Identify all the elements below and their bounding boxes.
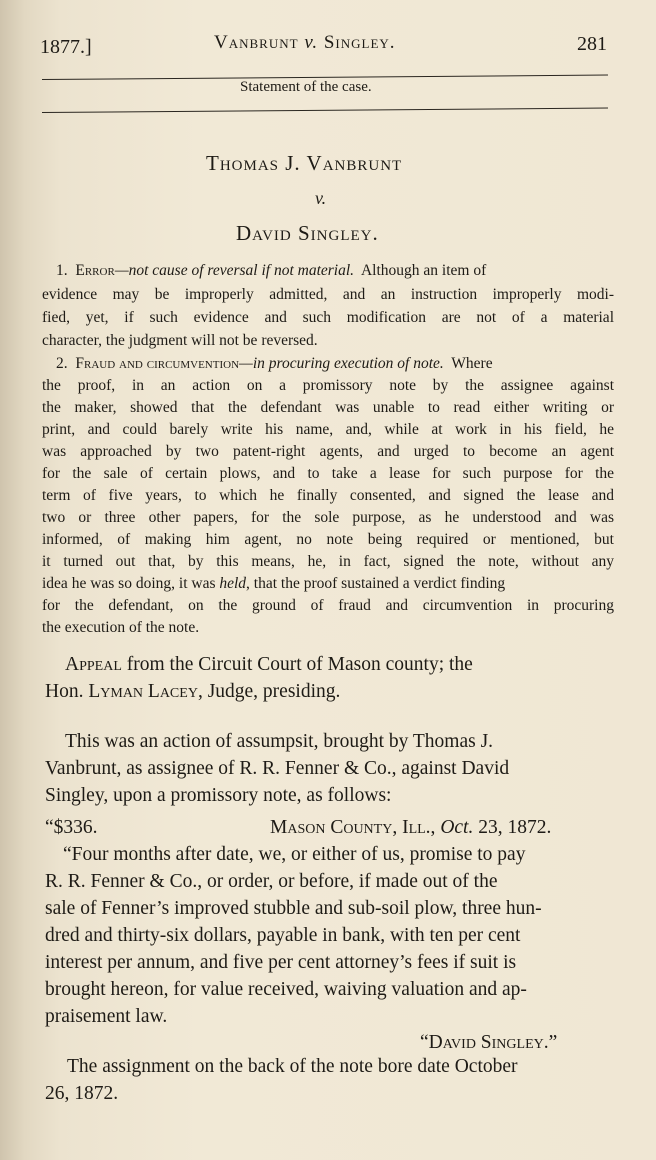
headnote-2-line-7: term of five years, to which he finally consented, and signed the lease and [42,487,614,504]
assignment-line-2: 26, 1872. [45,1083,119,1104]
note-amount: “$336. [45,817,98,838]
assignment-line-1: The assignment on the back of the note bore date October [67,1056,518,1077]
running-head-year: 1877.] [40,36,92,58]
headnote-1-topic: Error [75,262,115,279]
headnote-2-line-4: print, and could barely write his name, and, while at work in his field, he [42,421,614,438]
headnote-2-where: Where [451,355,493,372]
headnote-1-line-4: character, the judgment will not be reversed. [42,332,318,349]
headnote-2-line-11 [42,575,505,593]
headnote-2-line-11-start: idea he was so doing, it was [42,575,220,592]
statement-line-2: Vanbrunt, as assignee of R. R. Fenner & Co., against David [45,758,510,779]
running-head-title-v: v. [304,32,319,53]
headnote-1-line-1 [56,262,486,280]
note-line-5: interest per annum, and five per cent attorney’s fees if suit is [45,952,517,973]
note-line-4: dred and thirty-six dollars, payable in bank, with ten per cent [45,925,521,946]
running-head-title [214,32,396,54]
headnote-2-subtopic: —in procuring execution of note. [239,355,444,372]
headnote-2-number: 2. [56,355,68,372]
appeal-label: Appeal [65,654,122,675]
page-number: 281 [577,33,607,55]
appeal-line-2-rest: , Judge, presiding. [197,681,341,702]
case-versus: v. [315,188,327,208]
headnote-2-line-2: the proof, in an action on a promissory note by the assignee against [42,377,614,394]
note-signature: “David Singley.” [420,1032,558,1053]
appeal-line-1-rest: from the Circuit Court of Mason county; the [121,654,473,675]
note-place: Mason County, Ill., [270,817,436,838]
headnote-2-line-11-rest: , that the proof sustained a verdict finding [246,575,506,592]
headnote-2-line-10: it turned out that, by this means, he, in fact, signed the note, without any [42,553,614,570]
headnote-1-line-2: evidence may be improperly admitted, and an instruction improperly modi- [42,286,614,303]
headnote-2-line-5: was approached by two patent-right agents, and urged to become an agent [42,443,614,460]
headnote-2-topic: Fraud and circumvention [75,355,240,372]
headnote-2-line-12: for the defendant, on the ground of fraud and circumvention in procuring [42,597,614,614]
held-word: held [219,575,247,592]
headnote-2-line-13: the execution of the note. [42,619,200,636]
headnote-1-subtopic: —not cause of reversal if not material. [114,262,355,279]
case-plaintiff: Thomas J. Vanbrunt [206,151,403,175]
headnote-2-line-1 [56,355,493,373]
appeal-line-1 [65,654,473,676]
statement-line-3: Singley, upon a promissory note, as follows: [45,785,392,806]
headnote-1-text: Although an item of [360,262,487,279]
appeal-line-2 [45,681,340,703]
judge-name: Lyman Lacey [88,681,198,702]
note-month: Oct. [440,817,474,838]
note-line-6: brought hereon, for value received, waiving valuation and ap- [45,979,527,1000]
headnote-2-line-3: the maker, showed that the defendant was unable to read either writing or [42,399,614,416]
running-head-title-left: Vanbrunt [214,32,299,53]
running-head-title-right: Singley. [323,32,396,53]
section-subheading: Statement of the case. [240,79,372,95]
case-defendant: David Singley. [236,221,379,245]
note-line-7: praisement law. [45,1006,168,1027]
note-place-date [270,817,551,839]
headnote-2-line-8: two or three other papers, for the sole purpose, as he understood and was [42,509,614,526]
statement-line-1: This was an action of assumpsit, brought by Thomas J. [65,731,494,752]
note-date-rest: 23, 1872. [473,817,552,838]
headnote-1-number: 1. [56,262,68,279]
headnote-2-line-6: for the sale of certain plows, and to take a lease for such purpose for the [42,465,614,482]
note-line-2: R. R. Fenner & Co., or order, or before, if made out of the [45,871,498,892]
note-line-3: sale of Fenner’s improved stubble and sub-soil plow, three hun- [45,898,542,919]
headnote-1-line-3: fied, yet, if such evidence and such modification are not of a material [42,309,614,326]
header-rule-bottom [42,108,608,113]
appeal-hon: Hon. [45,681,89,702]
headnote-2-line-9: informed, of making him agent, no note being required or mentioned, but [42,531,614,548]
note-line-1: “Four months after date, we, or either of us, promise to pay [63,844,526,865]
